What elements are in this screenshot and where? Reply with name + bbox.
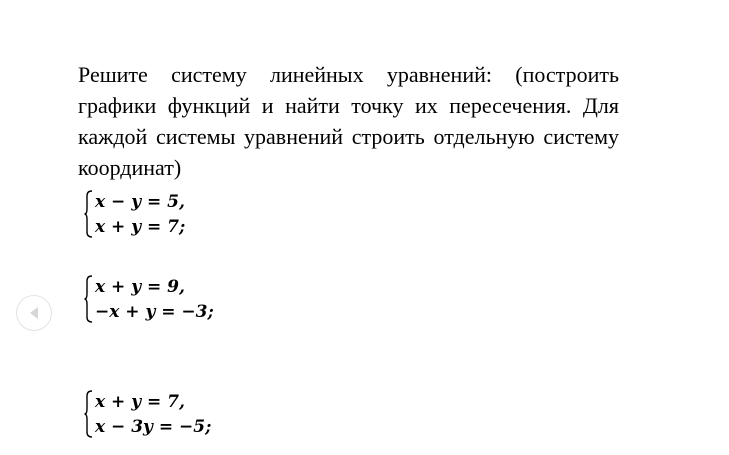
brace-icon [84, 390, 94, 438]
task-text: Решите систему линейных уравнений: (построить графики функций и найти точку их пересечения. Для каждой системы уравнений строить отдельную систему координат) [78, 62, 619, 180]
equation-2: −x + y = −3; [95, 302, 214, 322]
equation-2: x + y = 7; [95, 217, 186, 237]
equation-1: x − y = 5, [95, 192, 185, 212]
equation-1: x + y = 9, [95, 277, 185, 297]
prev-slide-button[interactable] [16, 295, 52, 331]
brace-icon [84, 190, 94, 238]
brace-icon [84, 275, 94, 323]
equation-1: x + y = 7, [95, 392, 185, 412]
chevron-left-icon [28, 306, 40, 320]
equation-2: x − 3y = −5; [95, 417, 212, 437]
